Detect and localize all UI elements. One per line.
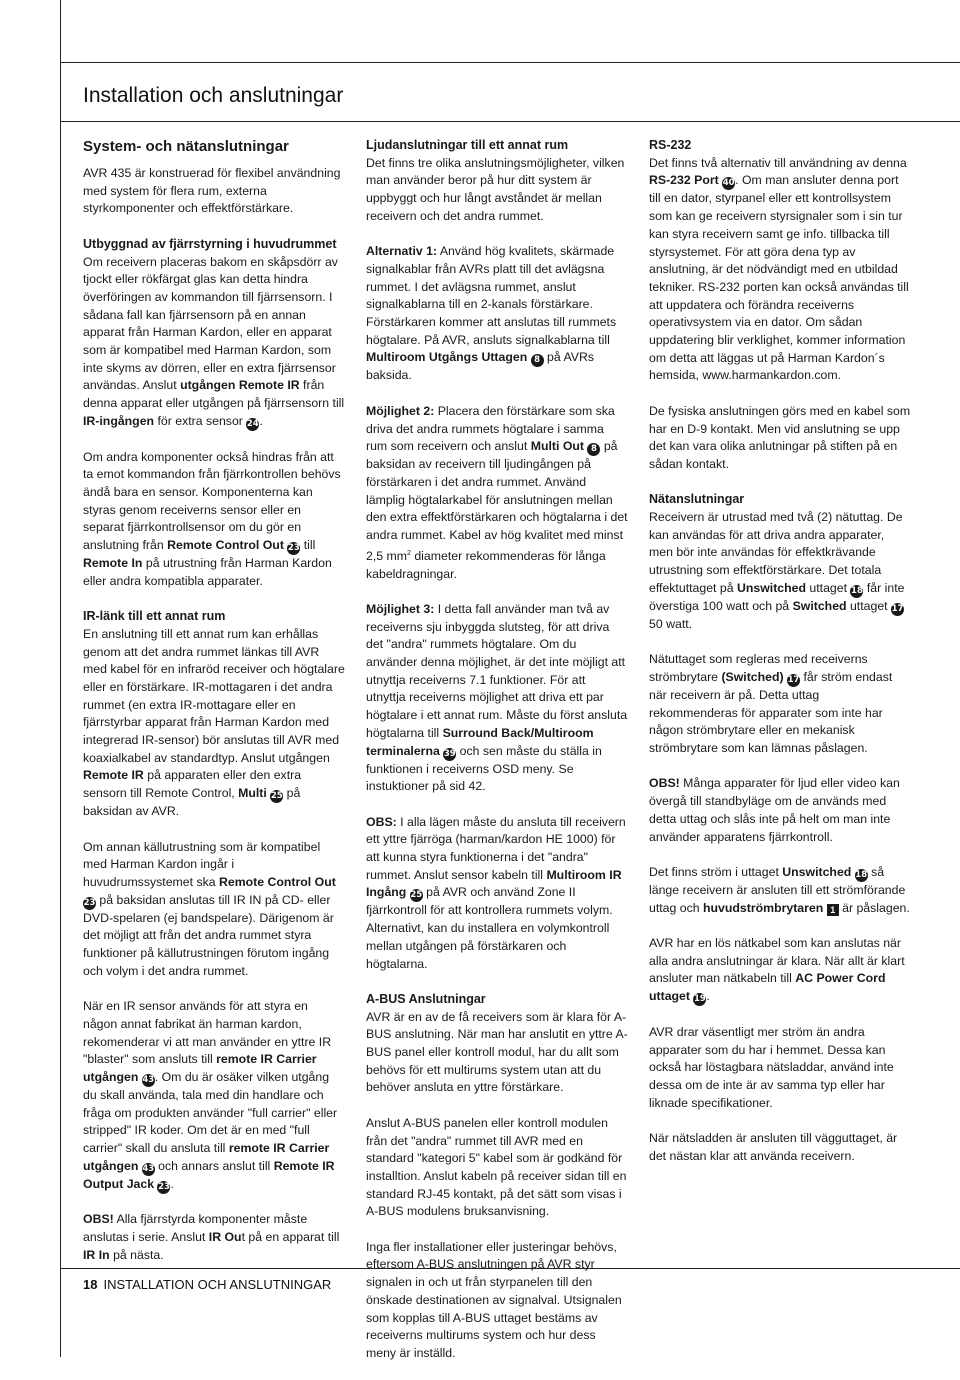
number-badge: 25	[410, 890, 423, 901]
intro-paragraph: AVR 435 är konstruerad för flexibel användning med system för flera rum, externa styrkomponenter och effektförstärkare.	[83, 166, 341, 216]
page-title: Installation och anslutningar	[83, 84, 344, 107]
number-badge: 17	[891, 603, 904, 614]
square-number-badge: 1	[827, 904, 839, 916]
number-badge: 23	[158, 1181, 170, 1192]
number-badge: 39	[443, 748, 456, 759]
number-badge: 43	[142, 1074, 155, 1085]
paragraph: Alternativ 1: Använd hög kvalitets, skärmade signalkablar från AVRs platt till det avlägsna rummet. I det avlägsna rummet, anslut signalkablarna till en 2-kanals förstärkare. Förstärkaren kommer att anslutas till rummets högtalare. På AVR, ansluts signalkablarna till Multiroom Utgångs Uttagen 8 på AVRs baksida.	[366, 244, 617, 383]
column-3	[649, 137, 911, 1183]
paragraph: Om annan källutrustning som är kompatibel med Harman Kardon ingår i huvudrumssystemet ska Remote Control Out 23 på baksidan anslutas till IR IN på CD- eller DVD-spelaren (ej bandspelare). Därigenom är det möjligt att från det andra rummet styra funktioner på källutrustningen förutom ingång och volym i det andra rummet.	[83, 839, 336, 978]
paragraph: Nätuttaget som regleras med receiverns strömbrytare (Switched) 17 får ström endast när receivern är på. Detta uttag rekommenderas för apparater som inte har någon strömbrytare eller en mekanisk strömbrytare som kan lämnas påslagen.	[649, 652, 893, 756]
number-badge: 19	[694, 994, 706, 1005]
number-badge: 40	[722, 178, 735, 189]
paragraph: De fysiska anslutningen görs med en kabel som har en D-9 kontakt. Men vid anslutning se upp det kan vara olika anlutningar på stiften på en sådan kontakt.	[649, 403, 911, 471]
footer-section-label: INSTALLATION OCH ANSLUTNINGAR	[103, 1277, 332, 1292]
number-badge: 8	[587, 443, 600, 456]
note-paragraph: OBS! Många apparater för ljud eller video kan övergå till standbyläge om de används med detta uttag och slås inte på helt om man inte använder apparatens fjärrkontroll.	[649, 776, 900, 844]
paragraph: AVR är en av de få receivers som är klara för A-BUS anslutning. När man har anslutit en yttre A-BUS panel eller kontroll modul, har du allt som behövs för ett multirums system utan att du behöver ansluta en yttre förstärkare.	[366, 1009, 628, 1095]
paragraph: Receivern är utrustad med två (2) nätuttag. De kan användas för att driva andra apparater, men bör inte användas för effektkrävande utrustning som effektförstärkare. Det totala effektuttaget på Unswitched uttaget 18 får inte överstiga 100 watt och på Switched uttaget 17 50 watt.	[649, 510, 905, 631]
note-paragraph: OBS: I alla lägen måste du ansluta till receivern ett yttre fjärröga (harman/kardon HE 1000) för att kunna styra funktionerna i det "andra" rummet. Anslut sensor kabeln till Multiroom IR Ingång 25 på AVR och använd Zone II fjärrkontroll för att kontrollera rummets volym. Alternativt, kan du installera en volymkontroll mellan utgången på förstärkaren och högtalarna.	[366, 814, 626, 971]
paragraph: När nätsladden är ansluten till vägguttaget, är det nästan klar att använda receivern.	[649, 1131, 898, 1163]
subheading-power: Nätanslutningar	[649, 492, 745, 507]
paragraph: Inga fler installationer eller justeringar behövs, eftersom A-BUS anslutningen på AVR styr signalen in och ut från styrpanelen till den önskade destinationen av signalval. Utsignalen som kopplas till A-BUS uttaget bestäms av receiverns multirums system och hur dess meny är inställd.	[366, 1239, 622, 1360]
title-rule	[60, 121, 960, 122]
number-badge: 17	[787, 674, 800, 685]
number-badge: 18	[851, 585, 863, 596]
paragraph: Det finns tre olika anslutningsmöjligheter, vilken man använder beror på hur ditt system är uppbyggt och hur långt avståndet är mellan receivern och det andra rummet.	[366, 155, 625, 223]
paragraph: När en IR sensor används för att styra en någon annat fabrikat än harman kardon, rekomenderar vi att man använder en yttre IR "blaster" som ansluts till remote IR Carrier utgången 43. Om du är osäker vilken utgång du skall använda, tala med din handlare och fråga om produkten använder "full carrier" eller stripped" IR koder. Om det är en med "full carrier" skall du ansluta till remote IR Carrier utgången 43 och annars anslut till Remote IR Output Jack 23.	[83, 999, 338, 1192]
paragraph: AVR drar väsentligt mer ström än andra apparater som du har i hemmet. Dessa kan också har löstagbara nätsladdar, använd inte dessa om de inte är av samma typ eller har liknade specifikationer.	[649, 1024, 894, 1110]
number-badge: 24	[246, 418, 259, 429]
paragraph: Om receivern placeras bakom en skåpsdörr av tjockt eller rökfärgat glas kan detta hindra överföringen av kommandon till fjärrsensorn. I sådana fall kan fjärrsensorn på en annan apparat från Harman Kardon, eller en apparat som är kompatibel med Harman Kardon, som inte skyms av dörren, eller en extra fjärrsensor användas. Anslut utgången Remote IR från denna apparat eller utgången på fjärrsensorn till IR-ingången för extra sensor 24.	[83, 254, 345, 429]
left-margin-rule	[60, 0, 61, 1357]
page-number: 18	[83, 1277, 98, 1292]
paragraph: Anslut A-BUS panelen eller kontroll modulen från det "andra" rummet till AVR med en standard "kategori 5" kabel som är godkänd för installtion. Anslut kabeln på receiver sidan till en standard RJ-45 kontakt, på det sätt som visas i A-BUS modulens bruksanvisning.	[366, 1115, 627, 1219]
number-badge: 8	[531, 354, 544, 367]
page-footer	[83, 1277, 331, 1292]
subheading-audio-other-room: Ljudanslutningar till ett annat rum	[366, 138, 569, 152]
subheading-abus: A-BUS Anslutningar	[366, 991, 486, 1006]
column-2	[366, 137, 628, 1380]
number-badge: 23	[287, 543, 300, 554]
note-paragraph: OBS! Alla fjärrstyrda komponenter måste anslutas i serie. Anslut IR Out på en apparat till IR In på nästa.	[83, 1212, 340, 1262]
paragraph: Möjlighet 3: I detta fall använder man två av receiverns sju inbyggda slutsteg, för att driva det "andra" rummets högtalare. Om du använder denna möjlighet, är det inte möjligt att utnyttja receiverns 7.1 funktioner. För att utnyttja receiverns möjlighet att driva ett par högtalare i ett annat rum. Måste du först ansluta högtalarna till Surround Back/Multiroom terminalerna 39 och sen måste du ställa in funktionen i receiverns OSD meny. Se instuktioner på sid 42.	[366, 601, 628, 794]
number-badge: 25	[270, 791, 283, 802]
number-badge: 43	[142, 1163, 155, 1174]
subheading-rs232: RS-232	[649, 138, 692, 152]
header-rule	[60, 62, 960, 63]
paragraph: Det finns två alternativ till användning av denna RS-232 Port 40. Om man ansluter denna port till en dator, styrpanel eller ett kontrollsystem som kan ge receivern styrsignaler som i sin tur kan styra receivern samt ge info. tillbacka till styrsystemet. För att göra dena typ av anslutning, är det nödvändigt med en utbildad tekniker. RS-232 porten kan också användas till att uppdatera och förändra receiverns operativsystem via en dator. Om sådan uppdatering blir verklighet, kommer information om detta att läggas ut på Harman Kardon´s hemsida, www.harmankardon.com.	[649, 155, 909, 383]
number-badge: 23	[83, 897, 96, 908]
subheading-remote-extension: Utbyggnad av fjärrstyrning i huvudrummet	[83, 236, 337, 251]
paragraph: Om andra komponenter också hindras från att ta emot kommandon från fjärrkontrollen behövs ändå bara en sensor. Komponenterna kan styras genom receiverns sensor eller en separat fjärrkontrollsensor om du gör en anslutning från Remote Control Out 23 till Remote In på utrustning från Harman Kardon eller andra kompatibla apparater.	[83, 449, 341, 588]
paragraph: Det finns ström i uttaget Unswitched 18 så länge receivern är ansluten till ett strömförande uttag och huvudströmbrytaren 1 är påslagen.	[649, 864, 910, 915]
number-badge: 18	[855, 869, 868, 880]
paragraph: AVR har en lös nätkabel som kan anslutas när alla andra anslutningar är klara. När allt är klart ansluter man nätkabeln till AC Power Cord uttaget 19.	[649, 936, 905, 1005]
paragraph: En anslutning till ett annat rum kan erhållas genom att det andra rummet länkas till AVR med kabel för en infraröd receiver och högtalare eller en förstärkare. IR-mottagaren i det andra rummet (en extra IR-mottagare eller en fjärrstyrbar apparat från Harman Kardon med integrerad IR-sensor) bör anslutas till AVR med koaxialkabel av standardtyp. Anslut utgången Remote IR på apparaten eller den extra sensorn till Remote Control, Multi 25 på baksidan av AVR.	[83, 626, 345, 819]
section-heading: System- och nätanslutningar	[83, 138, 289, 155]
paragraph: Möjlighet 2: Placera den förstärkare som ska driva det andra rummets högtalare i samma rum som receivern och anslut Multi Out 8 på baksidan av receivern till ljudingången på förstärkaren i det andra rummet. Använd lämplig högtalarkabel för anslutningen mellan den extra effektförstärkaren och högtalarna i det andra rummet. Kabel av hög kvalitet med minst 2,5 $mm^2$ diameter rekommenderas för långa kabeldragningar.	[366, 403, 628, 581]
subheading-ir-link: IR-länk till ett annat rum	[83, 609, 226, 624]
column-1	[83, 137, 345, 1282]
